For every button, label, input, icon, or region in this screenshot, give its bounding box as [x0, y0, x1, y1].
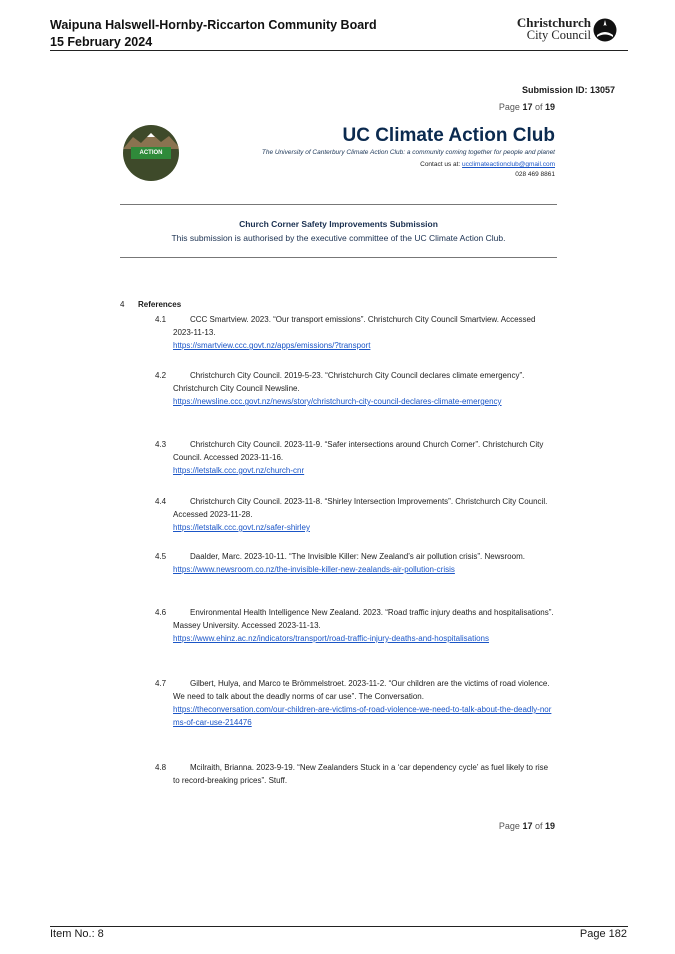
- page-indicator-top: Page 17 of 19: [498, 102, 555, 112]
- reference-item: [155, 606, 555, 645]
- reference-link[interactable]: https://letstalk.ccc.govt.nz/safer-shirley: [173, 523, 310, 532]
- reference-number: 4.2: [155, 371, 167, 380]
- reference-link[interactable]: https://theconversation.com/our-children-are-victims-of-road-violence-we-need-to-talk-about-the-deadly-norms-of-car-use-214476: [173, 705, 552, 727]
- reference-item: [155, 369, 555, 408]
- section-title: References: [138, 300, 182, 309]
- club-name: UC Climate Action Club: [342, 125, 555, 146]
- reference-link[interactable]: https://letstalk.ccc.govt.nz/church-cnr: [173, 466, 305, 475]
- divider-top: [120, 204, 557, 205]
- reference-text: Gilbert, Hulya, and Marco te Brömmelstroet. 2023-11-2. “Our children are the victims of road violence. We need to talk about the deadly norms of car use”. The Conversation.: [173, 679, 550, 701]
- reference-number: 4.7: [155, 679, 167, 688]
- reference-item: [155, 677, 555, 729]
- logo-line1: Christchurch: [516, 15, 591, 30]
- reference-link[interactable]: https://smartview.ccc.govt.nz/apps/emissions/?transport: [173, 341, 371, 350]
- section-number: 4: [120, 300, 125, 309]
- reference-number: 4.1: [155, 315, 167, 324]
- reference-text: Christchurch City Council. 2023-11-9. “Safer intersections around Church Corner”. Christchurch City Council. Accessed 2023-11-16.: [173, 440, 544, 462]
- board-header: [50, 17, 377, 51]
- item-number: Item No.: 8: [50, 928, 104, 940]
- reference-link[interactable]: https://www.newsroom.co.nz/the-invisible-killer-new-zealands-air-pollution-crisis: [173, 565, 455, 574]
- reference-text: Environmental Health Intelligence New Zealand. 2023. “Road traffic injury deaths and hospitalisations”. Massey University. Accessed 2023-11-13.: [173, 608, 554, 630]
- board-name: Waipuna Halswell-Hornby-Riccarton Community Board: [50, 18, 377, 32]
- reference-text: CCC Smartview. 2023. “Our transport emissions”. Christchurch City Council Smartview. Accessed 2023-11-13.: [173, 315, 536, 337]
- divider-bottom: [120, 257, 557, 258]
- page-indicator-bottom: Page 17 of 19: [498, 821, 555, 831]
- footer-rule: [50, 926, 628, 927]
- reference-number: 4.4: [155, 497, 167, 506]
- reference-item: [155, 495, 555, 534]
- reference-text: Christchurch City Council. 2023-11-8. “Shirley Intersection Improvements”. Christchurch City Council. Accessed 2023-11-28.: [173, 497, 548, 519]
- reference-item: [155, 761, 555, 787]
- club-contact: Contact us at: ucclimateactionclub@gmail.com: [420, 161, 555, 168]
- reference-number: 4.3: [155, 440, 167, 449]
- reference-number: 4.8: [155, 763, 167, 772]
- club-email-link[interactable]: ucclimateactionclub@gmail.com: [462, 161, 555, 168]
- agenda-page-number: Page 182: [579, 928, 627, 940]
- meeting-date: 15 February 2024: [50, 35, 153, 49]
- council-logo: [508, 17, 628, 45]
- club-tagline: The University of Canterbury Climate Action Club: a community coming together for people and planet: [261, 149, 555, 156]
- reference-link[interactable]: https://www.ehinz.ac.nz/indicators/transport/road-traffic-injury-deaths-and-hospitalisations: [173, 634, 489, 643]
- cathedral-icon: [593, 17, 617, 43]
- reference-text: Christchurch City Council. 2019-5-23. “Christchurch City Council declares climate emergency”. Christchurch City Council Newsline.: [173, 371, 525, 393]
- submission-authorisation: This submission is authorised by the executive committee of the UC Climate Action Club.: [171, 233, 506, 243]
- reference-link[interactable]: https://newsline.ccc.govt.nz/news/story/christchurch-city-council-declares-climate-emergency: [173, 397, 502, 406]
- club-phone: 028 469 8861: [515, 171, 555, 178]
- logo-line2: City Council: [526, 28, 591, 42]
- reference-item: [155, 550, 555, 576]
- header-rule: [50, 50, 628, 51]
- club-logo-text: ACTION: [131, 147, 171, 159]
- submission-id: Submission ID: 13057: [521, 85, 615, 95]
- club-logo: [123, 125, 179, 181]
- reference-text: Mcilraith, Brianna. 2023-9-19. “New Zealanders Stuck in a ‘car dependency cycle’ as fuel likely to rise to record-breaking prices”. Stuff.: [173, 763, 549, 785]
- reference-text: Daalder, Marc. 2023-10-11. “The Invisible Killer: New Zealand’s air pollution crisis”. Newsroom.: [190, 552, 525, 561]
- reference-item: [155, 438, 555, 477]
- submission-title: Church Corner Safety Improvements Submission: [239, 219, 438, 229]
- reference-number: 4.5: [155, 552, 167, 561]
- reference-number: 4.6: [155, 608, 167, 617]
- reference-item: [155, 313, 555, 352]
